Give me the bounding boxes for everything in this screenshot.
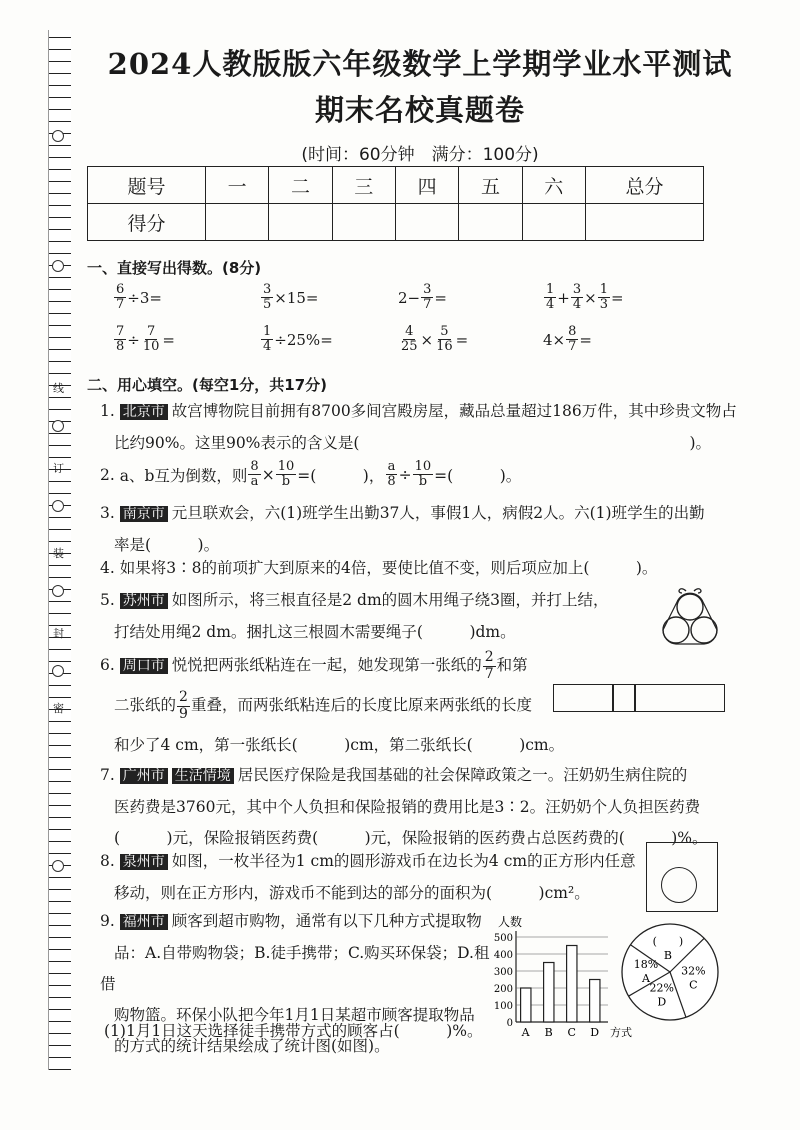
- punch-hole: [52, 665, 64, 677]
- score-cell[interactable]: [269, 204, 332, 241]
- binding-label: 封: [53, 627, 64, 640]
- exam-subtitle: 期末名校真题卷: [314, 93, 525, 127]
- binding-label: 密: [53, 702, 64, 715]
- punch-hole: [52, 130, 64, 142]
- score-header-row: [88, 167, 704, 204]
- fraction: $\frac{3}{7}$: [423, 282, 432, 313]
- fraction: $\frac{7}{10}$: [142, 324, 160, 355]
- question-2: 2. a、b互为倒数，则 $\frac{8}{a}$ × $\frac{10}{b}$ =( )， $\frac{a}{8}$ ÷ $\frac{10}{b}$ =( )。: [100, 459, 522, 490]
- pie-value-label: 32%: [681, 964, 706, 978]
- bar-C: [567, 946, 577, 1023]
- region-tag: 南京市: [120, 506, 168, 522]
- calc-item: 2− $\frac{3}{7}$ =: [398, 282, 447, 313]
- fraction: $\frac{2}{7}$: [484, 649, 494, 682]
- binding-label: 装: [53, 547, 64, 560]
- y-tick-label: 400: [493, 950, 513, 961]
- section-2-title: 二、用心填空。(每空1分，共17分): [87, 376, 328, 394]
- fraction: $\frac{4}{25}$: [401, 324, 418, 355]
- y-axis-label: 人数: [498, 915, 523, 929]
- x-tick-label: C: [567, 1026, 576, 1039]
- question-6-line2: 二张纸的 $\frac{2}{9}$ 重叠，而两张纸粘连后的长度比原来两张纸的长度: [114, 689, 532, 722]
- square-figure: [646, 842, 718, 912]
- overlap-line: [612, 685, 614, 711]
- paper-strip-figure: [553, 684, 725, 712]
- score-header-cell: 总分: [585, 167, 703, 204]
- score-header-cell: 六: [522, 167, 585, 204]
- score-row: [88, 204, 704, 241]
- fraction: $\frac{6}{7}$: [116, 282, 125, 313]
- x-tick-label: D: [590, 1026, 600, 1039]
- region-tag: 福州市: [120, 914, 168, 930]
- fraction: $\frac{1}{4}$: [263, 324, 272, 355]
- pie-slice-label: A: [642, 972, 650, 986]
- x-tick-label: B: [544, 1026, 553, 1039]
- score-table: [87, 166, 704, 241]
- region-tag: 周口市: [120, 658, 168, 674]
- binding-label: 线: [53, 382, 64, 395]
- calc-item: $\frac{1}{4}$ + $\frac{3}{4}$ × $\frac{1}{3}$ =: [546, 282, 624, 313]
- fraction: $\frac{1}{3}$: [599, 282, 608, 313]
- pie-value-label: ( ): [652, 935, 684, 949]
- score-header-cell: 二: [269, 167, 332, 204]
- punch-hole: [52, 860, 64, 872]
- fraction: $\frac{5}{16}$: [436, 324, 453, 355]
- fraction: $\frac{8}{a}$: [250, 459, 259, 490]
- score-cell[interactable]: [332, 204, 395, 241]
- bar-D: [590, 980, 600, 1023]
- pie-chart: [618, 920, 722, 1024]
- y-tick-label: 200: [493, 984, 513, 995]
- calc-item: $\frac{4}{25}$ × $\frac{5}{16}$ =: [401, 324, 469, 355]
- score-header-cell: 四: [395, 167, 458, 204]
- punch-hole: [52, 500, 64, 512]
- score-cell[interactable]: [522, 204, 585, 241]
- region-tag: 广州市: [120, 768, 168, 784]
- fraction: $\frac{1}{4}$: [546, 282, 555, 313]
- y-tick-label: 500: [493, 933, 513, 944]
- question-6: 6. 周口市 悦悦把两张纸粘连在一起，她发现第一张纸的 $\frac{2}{7}$ 和第: [100, 649, 528, 682]
- question-6-line3: 和少了4 cm，第一张纸长( )cm，第二张纸长( )cm。: [114, 736, 565, 754]
- calc-item: $\frac{3}{5}$ ×15=: [263, 282, 319, 313]
- fraction: $\frac{8}{7}$: [568, 324, 577, 355]
- region-tag: 北京市: [120, 404, 168, 420]
- binding-margin: [0, 0, 70, 1130]
- score-cell[interactable]: [395, 204, 458, 241]
- fraction: $\frac{3}{4}$: [572, 282, 582, 313]
- region-tag: 泉州市: [120, 854, 168, 870]
- score-header-cell: 三: [332, 167, 395, 204]
- bar-B: [544, 963, 554, 1023]
- time-info: (时间：60分钟 满分：100分): [301, 145, 539, 165]
- overlap-line: [634, 685, 636, 711]
- pie-value-label: 22%: [649, 981, 674, 995]
- question-3: 3. 南京市 元旦联欢会，六(1)班学生出勤37人，事假1人，病假2人。六(1)班学生的出勤 率是( )。: [100, 504, 705, 554]
- fraction: $\frac{7}{8}$: [116, 324, 125, 355]
- punch-hole: [52, 260, 64, 272]
- region-tag: 苏州市: [120, 593, 168, 609]
- fraction: $\frac{a}{8}$: [387, 459, 396, 490]
- punch-hole: [52, 420, 64, 432]
- score-header-cell: 题号: [88, 167, 206, 204]
- score-cell[interactable]: [585, 204, 703, 241]
- score-header-cell: 一: [205, 167, 268, 204]
- question-4: 4. 如果将3∶8的前项扩大到原来的4倍，要使比值不变，则后项应加上( )。: [100, 559, 658, 577]
- context-tag: 生活情境: [172, 768, 234, 784]
- bar-A: [521, 988, 531, 1022]
- score-row-label: 得分: [88, 204, 206, 241]
- fraction: $\frac{10}{b}$: [414, 459, 432, 490]
- question-5: 5. 苏州市 如图所示，将三根直径是2 dm的圆木用绳子绕3圈，并打上结， 打结处用绳2 dm。捆扎这三根圆木需要绳子( )dm。: [100, 591, 609, 641]
- three-logs-figure: [652, 585, 728, 649]
- pie-value-label: 18%: [633, 958, 659, 972]
- exam-title: 2024人教版版六年级数学上学期学业水平测试: [107, 47, 733, 81]
- calc-item: $\frac{6}{7}$ ÷3=: [116, 282, 162, 313]
- fraction: $\frac{3}{5}$: [263, 282, 272, 313]
- fraction: $\frac{10}{b}$: [277, 459, 295, 490]
- coin-circle: [661, 867, 697, 903]
- x-axis-label: 方式: [610, 1026, 632, 1039]
- question-1: 1. 北京市 故宫博物院目前拥有8700多间宫殿房屋，藏品总量超过186万件，其中珍贵文物占 比约90%。这里90%表示的含义是( )。: [100, 402, 737, 452]
- calc-item: $\frac{7}{8}$ ÷ $\frac{7}{10}$ =: [116, 324, 175, 355]
- pie-slice-label: D: [657, 995, 667, 1009]
- pie-slice-label: C: [689, 978, 698, 992]
- score-header-cell: 五: [459, 167, 522, 204]
- section-1-title: 一、直接写出得数。(8分): [87, 259, 262, 277]
- question-8: 8. 泉州市 如图，一枚半径为1 cm的圆形游戏币在边长为4 cm的正方形内任意 移动，则在正方形内，游戏币不能到达的部分的面积为( )cm²。: [100, 852, 636, 902]
- calc-item: 4× $\frac{8}{7}$ =: [543, 324, 592, 355]
- fraction: $\frac{2}{9}$: [179, 689, 188, 722]
- punch-hole: [52, 585, 64, 597]
- question-9: 9. 福州市 顾客到超市购物，通常有以下几种方式提取物 品：A.自带购物袋；B.徒手携带；C.购买环保袋；D.租借 购物篮。环保小队把今年1月1日某超市顾客提取物品 的方式的统计结果绘成了统计图(如图)。: [100, 912, 490, 1055]
- question-9-sub1: (1)1月1日这天选择徒手携带方式的顾客占( )%。: [104, 1022, 483, 1040]
- binding-label: 订: [53, 462, 64, 475]
- y-tick-label: 300: [493, 967, 513, 978]
- y-tick-label: 100: [493, 1001, 513, 1012]
- x-tick-label: A: [521, 1026, 530, 1039]
- calc-item: $\frac{1}{4}$ ÷25%=: [263, 324, 333, 355]
- bar-chart: [486, 912, 636, 1040]
- y-tick-label: 0: [506, 1018, 513, 1029]
- question-7: 7. 广州市 生活情境 居民医疗保险是我国基础的社会保障政策之一。汪奶奶生病住院的 医药费是3760元，其中个人负担和保险报销的费用比是3∶2。汪奶奶个人负担医药费 ( )元，保险报销医药费( )元，保险报销的医药费占总医药费的( )%。: [100, 766, 708, 847]
- pie-slice-label: B: [663, 949, 672, 963]
- score-cell[interactable]: [205, 204, 268, 241]
- score-cell[interactable]: [459, 204, 522, 241]
